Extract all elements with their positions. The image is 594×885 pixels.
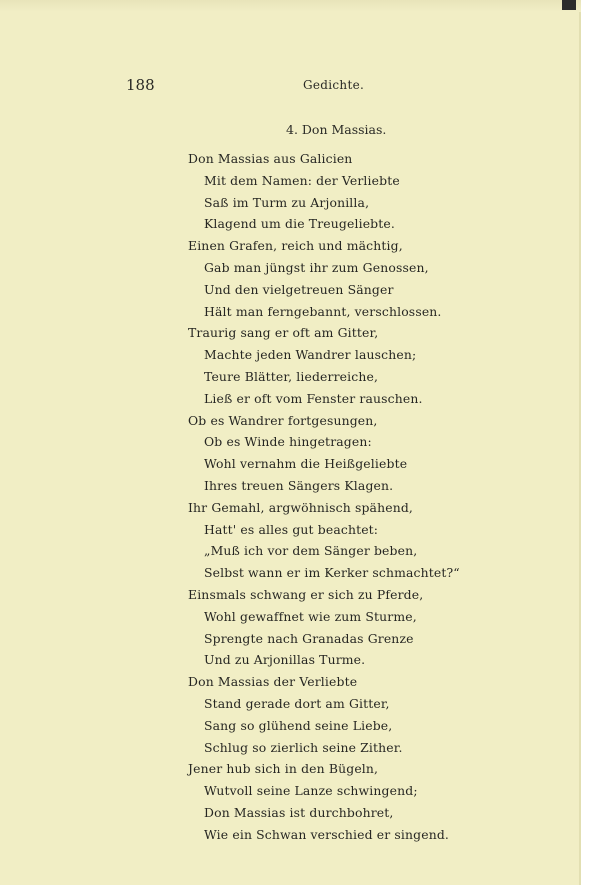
poem-line: Hatt' es alles gut beachtet:: [204, 521, 379, 537]
poem-body: [188, 148, 518, 846]
stanza: [188, 584, 518, 671]
poem-line: Klagend um die Treugeliebte.: [204, 216, 395, 232]
poem-line: Selbst wann er im Kerker schmachtet?“: [204, 565, 460, 581]
poem-title: 4. Don Massias.: [286, 122, 387, 137]
poem-line: Don Massias ist durchbohret,: [204, 804, 394, 820]
poem-line: Machte jeden Wandrer lauschen;: [204, 347, 417, 363]
poem-line: Teure Blätter, liederreiche,: [204, 368, 379, 384]
poem-line: Saß im Turm zu Arjonilla,: [204, 194, 370, 210]
poem-line: Sang so glühend seine Liebe,: [204, 717, 393, 733]
stanza: [188, 322, 518, 409]
poem-line: Ob es Wandrer fortgesungen,: [188, 412, 378, 428]
poem-line: Ob es Winde hingetragen:: [204, 434, 372, 450]
poem-line: Ihr Gemahl, argwöhnisch spähend,: [188, 499, 414, 515]
stanza: [188, 410, 518, 497]
poem-line: Traurig sang er oft am Gitter,: [188, 325, 379, 341]
page-number: 188: [126, 76, 155, 94]
stanza: [188, 671, 518, 758]
poem-line: Sprengte nach Granadas Grenze: [204, 630, 414, 646]
poem-line: Und zu Arjonillas Turme.: [204, 652, 366, 668]
poem-line: Und den vielgetreuen Sänger: [204, 281, 394, 297]
stanza: [188, 235, 518, 322]
poem-line: Stand gerade dort am Gitter,: [204, 695, 390, 711]
poem-line: Jener hub sich in den Bügeln,: [188, 761, 379, 777]
poem-line: Mit dem Namen: der Verliebte: [204, 172, 400, 188]
poem-line: Schlug so zierlich seine Zither.: [204, 739, 403, 755]
poem-line: Hält man ferngebannt, verschlossen.: [204, 303, 442, 319]
poem-line: Wohl vernahm die Heißgeliebte: [204, 456, 408, 472]
poem-line: Wie ein Schwan verschied er singend.: [204, 826, 449, 842]
poem-line: Ließ er oft vom Fenster rauschen.: [204, 390, 423, 406]
stanza: [188, 148, 518, 235]
poem-line: Don Massias der Verliebte: [188, 674, 358, 690]
poem-line: Einen Grafen, reich und mächtig,: [188, 238, 403, 254]
running-title: Gedichte.: [303, 78, 365, 92]
poem-line: Einsmals schwang er sich zu Pferde,: [188, 586, 424, 602]
poem-line: Wutvoll seine Lanze schwingend;: [204, 783, 418, 799]
poem-line: Wohl gewaffnet wie zum Sturme,: [204, 608, 417, 624]
poem-line: „Muß ich vor dem Sänger beben,: [204, 543, 418, 559]
running-head: [0, 76, 581, 96]
poem-line: Gab man jüngst ihr zum Genossen,: [204, 259, 429, 275]
poem-line: Ihres treuen Sängers Klagen.: [204, 477, 394, 493]
scan-edge-mark: [562, 0, 576, 10]
poem-line: Don Massias aus Galicien: [188, 151, 353, 166]
page-top-edge: [0, 0, 581, 12]
stanza: [188, 497, 518, 584]
stanza: [188, 758, 518, 845]
